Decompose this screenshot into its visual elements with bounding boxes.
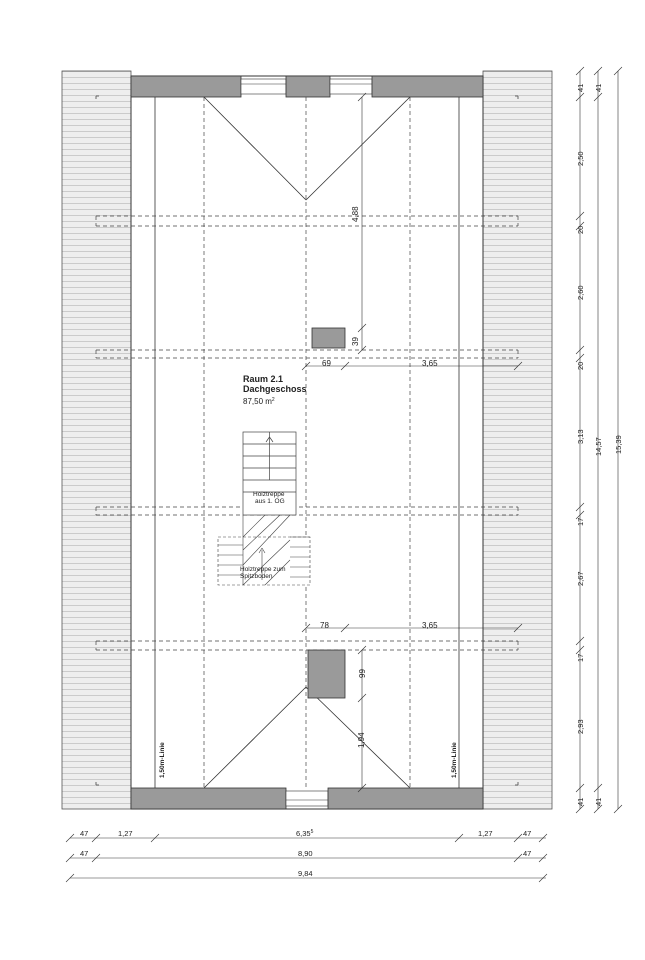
dim-lower-small: 99	[358, 669, 367, 678]
dim-bottom-row3: 9,84	[298, 869, 313, 878]
stair-from-label-2: aus 1. OG	[255, 498, 285, 505]
dim-upper-h-left: 69	[322, 359, 331, 368]
dim-right-5: 20	[576, 361, 585, 370]
roof-overhang-left	[62, 71, 131, 809]
chimney-lower	[308, 650, 345, 698]
stair-to-label-1: Holztreppe zum	[240, 566, 286, 573]
dim-bottom-3: 6,35$^5$	[296, 829, 314, 838]
stair-to-label-2: Spitzboden	[240, 573, 273, 580]
dim-right-1: 41	[576, 83, 585, 92]
dim-lower-vertical: 1,94	[357, 732, 366, 748]
room-label	[243, 374, 307, 406]
dim-right-2: 2,50	[576, 151, 585, 166]
stair-from-label-1: Holztreppe	[253, 491, 285, 498]
dim-right-7: 17	[576, 517, 585, 526]
dim-bottom-row2-3: 47	[523, 849, 532, 858]
dim-bottom-row2-2: 8,90	[298, 849, 313, 858]
dim-right-11: 41	[576, 797, 585, 806]
dim-right-col3: 15,39	[614, 435, 623, 454]
roof-construction-lines	[96, 97, 518, 788]
dim-right-col2-top: 41	[594, 83, 603, 92]
roof-overhang-right	[483, 71, 552, 809]
dim-right-col2-bottom: 41	[594, 797, 603, 806]
dim-upper-vertical: 4,88	[351, 206, 360, 222]
dim-bottom-row2-1: 47	[80, 849, 89, 858]
hip-lines	[204, 97, 410, 788]
dim-right-9: 17	[576, 653, 585, 662]
dim-upper-h-right: 3,65	[422, 359, 438, 368]
room-title: Raum 2.1	[243, 374, 284, 384]
gable-wall-top	[131, 76, 483, 97]
dim-bottom-1: 47	[80, 829, 89, 838]
dim-lower-h-right: 3,65	[422, 621, 438, 630]
gable-wall-bottom	[131, 788, 483, 809]
dim-right-8: 2,67	[576, 571, 585, 586]
dim-right-col2-mid: 14,57	[594, 437, 603, 456]
dim-right-10: 2,93	[576, 719, 585, 734]
dim-right-6: 3,13	[576, 429, 585, 444]
room-floor-name: Dachgeschoss	[243, 384, 307, 394]
dim-right-4: 2,60	[576, 285, 585, 300]
line-150-left: 1,50m-Linie	[159, 742, 166, 778]
line-150-right: 1,50m-Linie	[451, 742, 458, 778]
chimney-upper	[312, 328, 345, 348]
dim-lower-h-left: 78	[320, 621, 329, 630]
dim-bottom-5: 47	[523, 829, 532, 838]
floor-outline	[131, 76, 483, 809]
right-dimension-texts	[576, 84, 623, 806]
dim-bottom-4: 1,27	[478, 829, 493, 838]
dim-bottom-2: 1,27	[118, 829, 133, 838]
room-area: 87,50 $m^2$	[243, 397, 275, 406]
dim-upper-small: 39	[351, 337, 360, 346]
dim-right-3: 20	[576, 225, 585, 234]
bottom-dimension-texts	[80, 829, 531, 878]
